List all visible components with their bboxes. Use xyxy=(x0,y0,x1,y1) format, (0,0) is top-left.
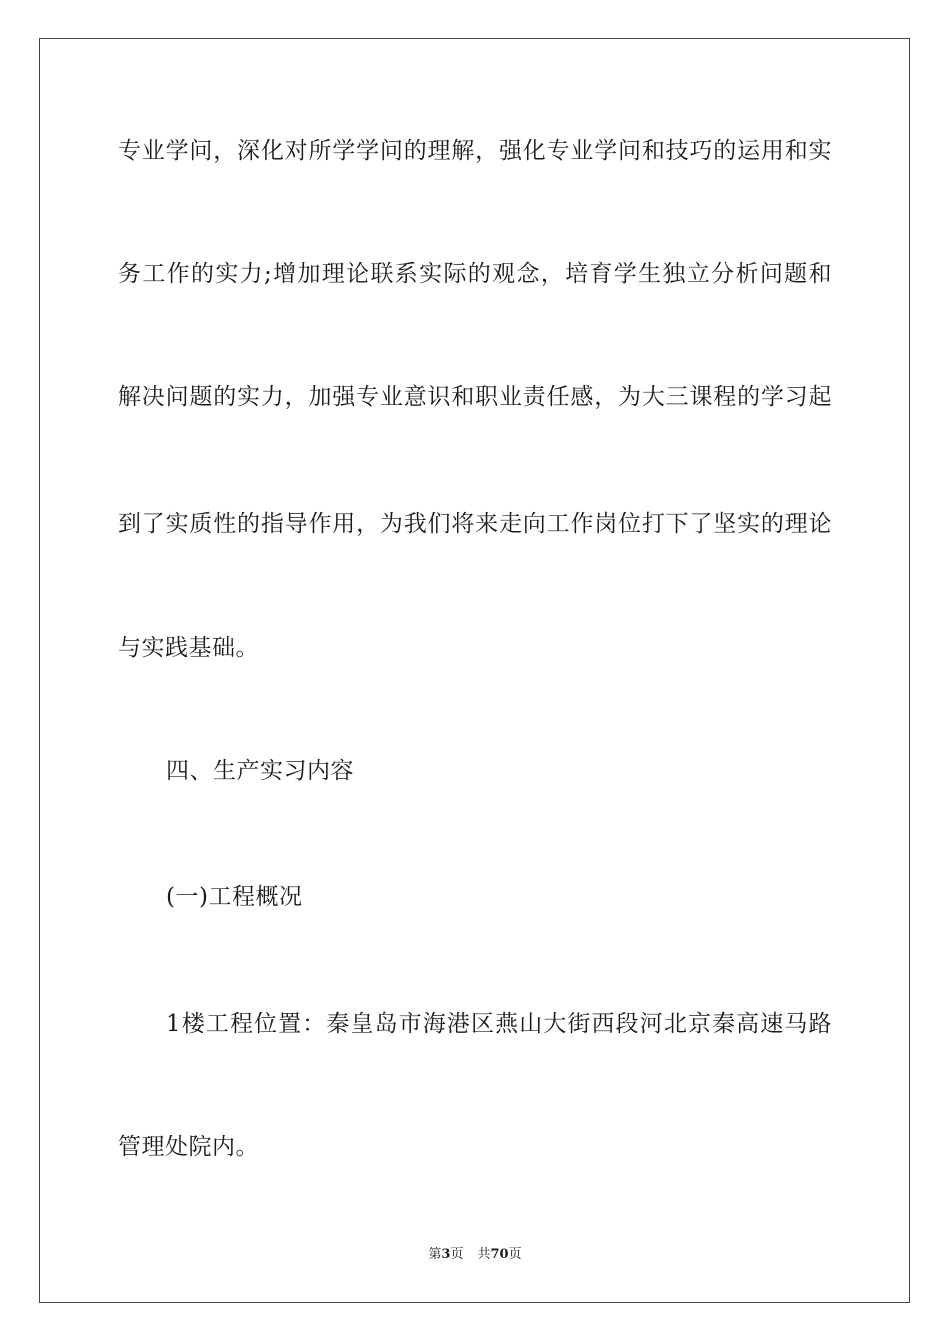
body-text-line: 解决问题的实力，加强专业意识和职业责任感，为大三课程的学习起 xyxy=(118,384,832,410)
body-text-line: 专业学问，深化对所学学问的理解，强化专业学问和技巧的运用和实 xyxy=(118,138,832,164)
body-text-line: 务工作的实力;增加理论联系实际的观念，培育学生独立分析问题和 xyxy=(118,261,832,287)
footer-total-suffix: 页 xyxy=(508,1247,522,1262)
section-heading: 四、生产实习内容 xyxy=(166,758,354,784)
footer-page-number: 3 xyxy=(441,1247,451,1262)
page-footer xyxy=(0,1246,950,1264)
body-text-line: 到了实质性的指导作用，为我们将来走向工作岗位打下了坚实的理论 xyxy=(118,511,832,537)
footer-page-suffix: 页 xyxy=(450,1247,464,1262)
page-border xyxy=(39,38,910,1303)
body-text-line: 与实践基础。 xyxy=(118,635,259,661)
footer-page-prefix: 第 xyxy=(428,1247,442,1262)
body-text-line: 管理处院内。 xyxy=(118,1134,259,1160)
footer-total-prefix: 共 xyxy=(477,1247,491,1262)
subsection-heading: (一)工程概况 xyxy=(166,884,303,910)
body-text-line: 1楼工程位置：秦皇岛市海港区燕山大街西段河北京秦高速马路 xyxy=(166,1011,832,1037)
footer-total-pages: 70 xyxy=(490,1247,509,1262)
